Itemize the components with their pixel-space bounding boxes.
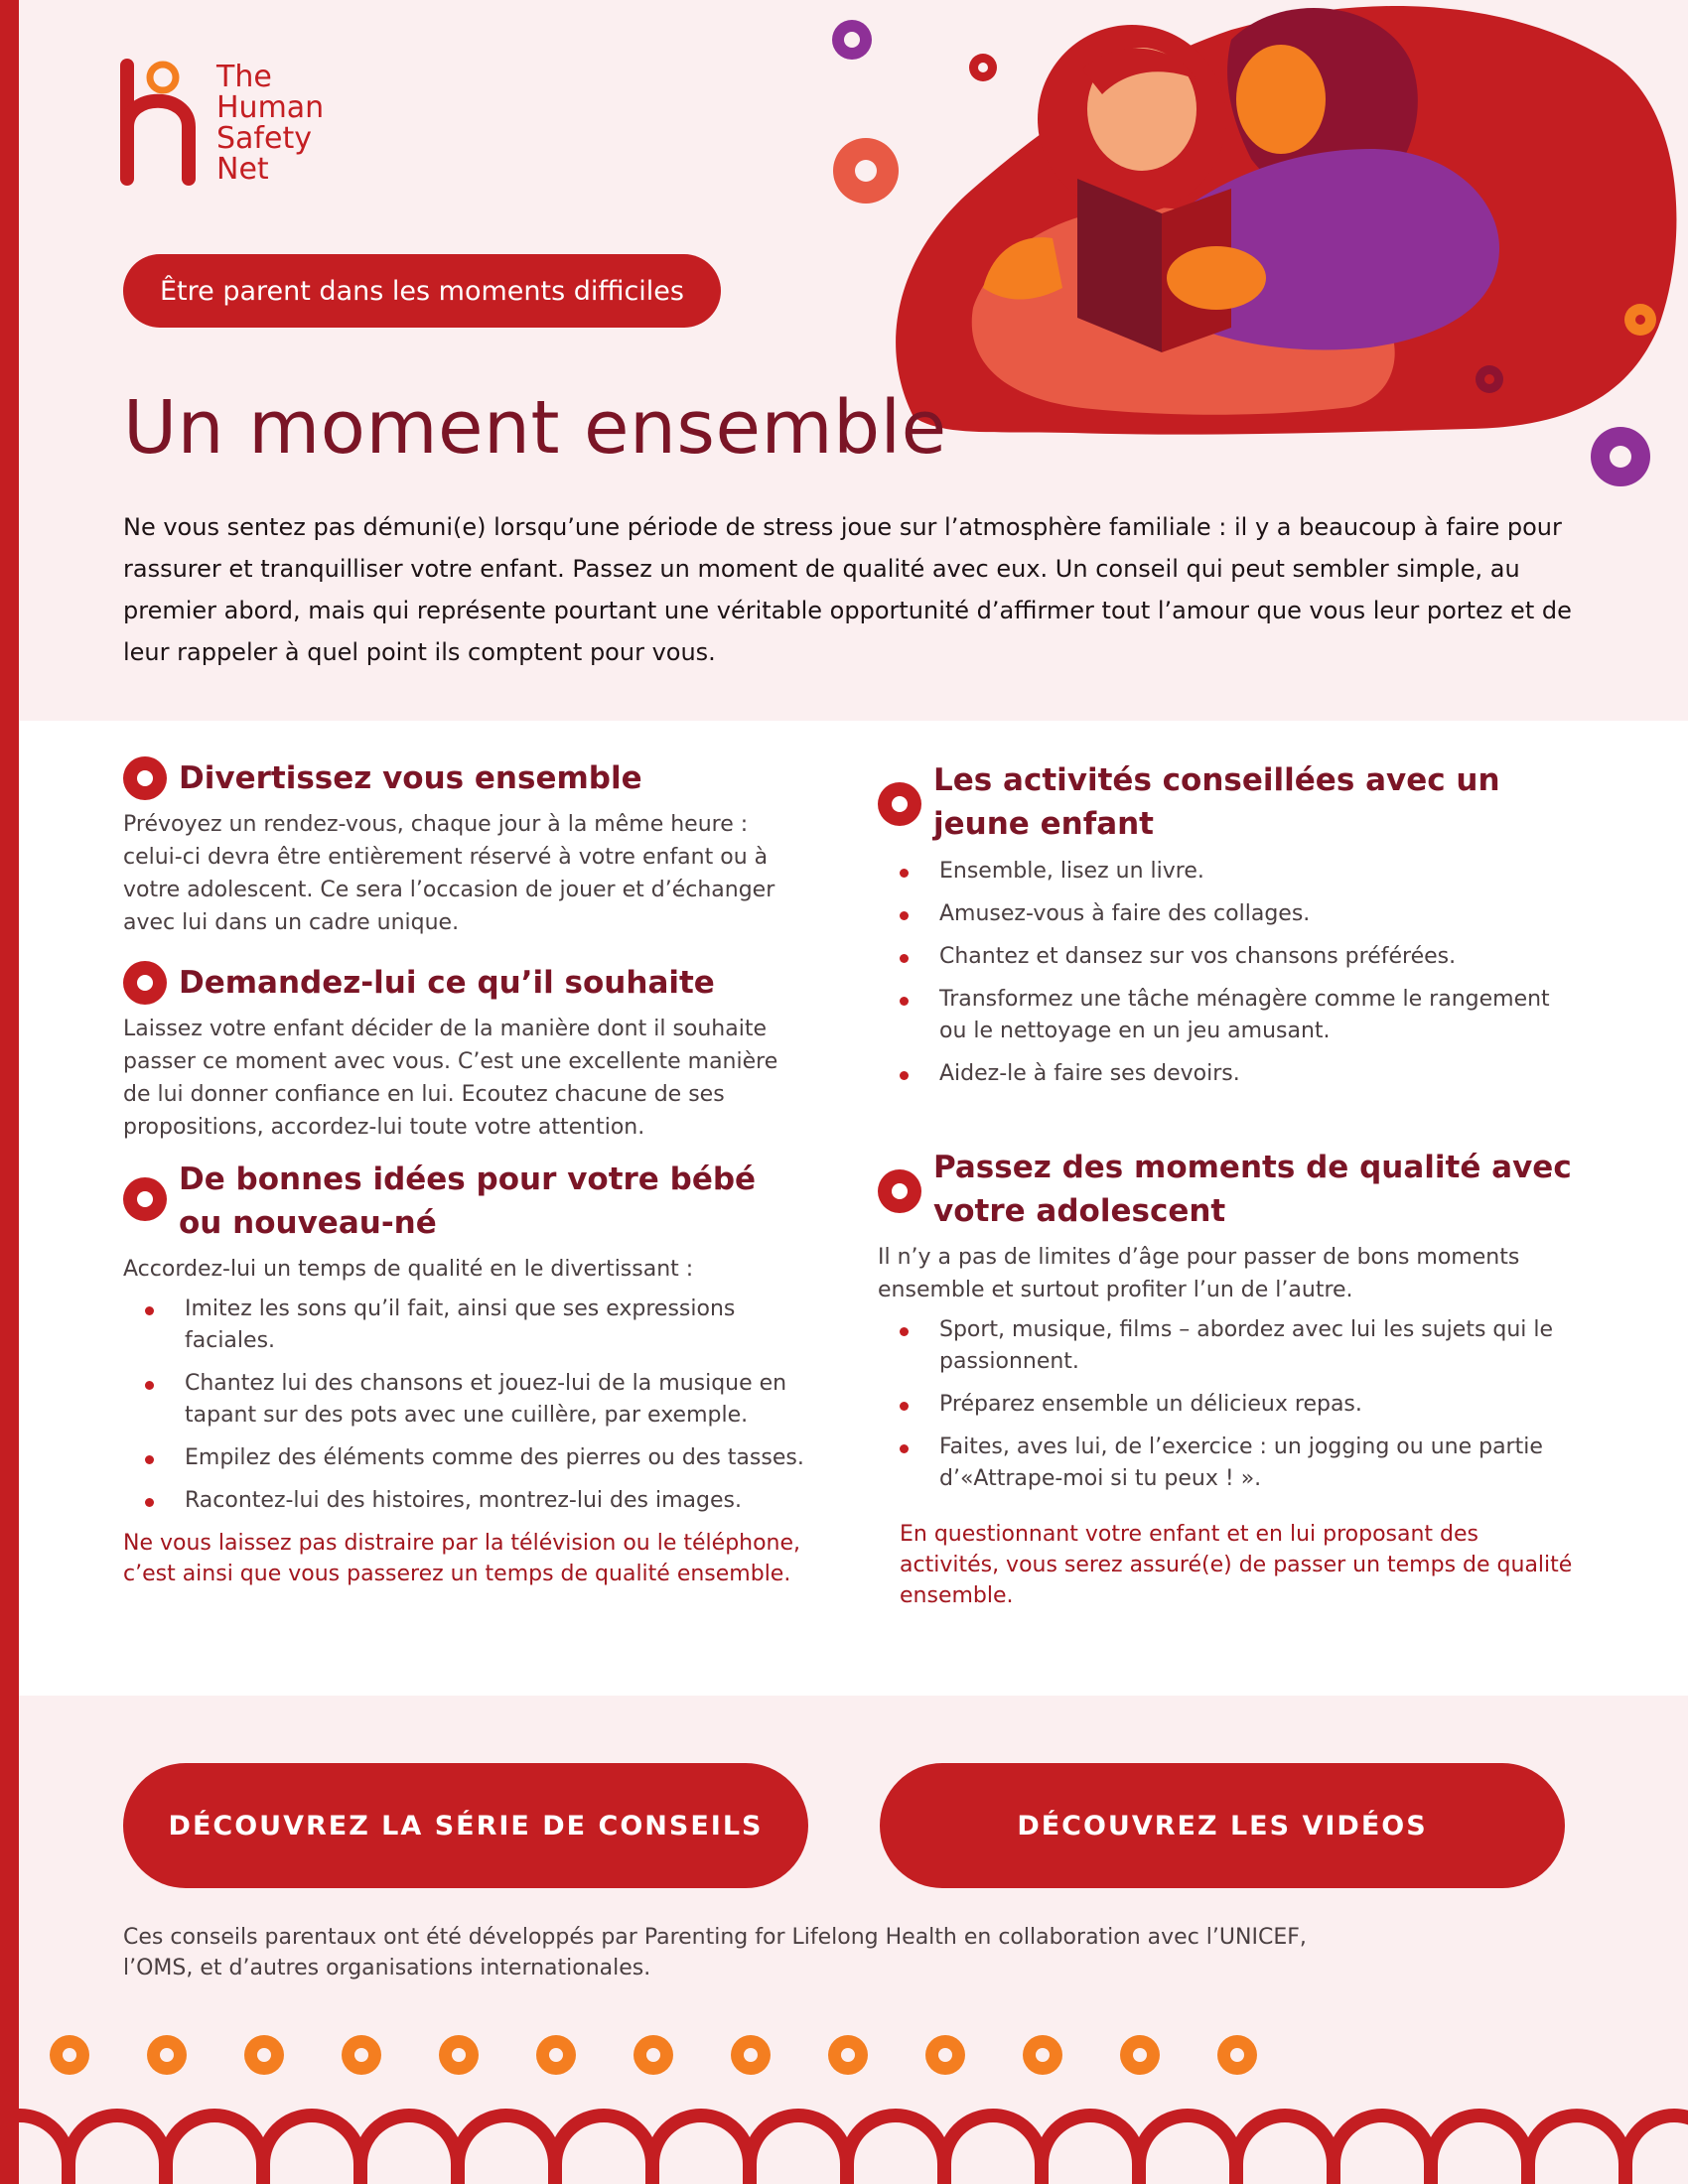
list-item: Amusez-vous à faire des collages. — [878, 898, 1573, 930]
highlight-note: En questionnant votre enfant et en lui proposant des activités, vous serez assuré(e) de passer un temps de qualité ensemble. — [900, 1522, 1573, 1608]
section-heading — [123, 1158, 808, 1245]
border-arch — [555, 2116, 652, 2184]
border-dot-hole — [452, 2048, 466, 2062]
border-arch — [458, 2116, 555, 2184]
section-bullet-icon — [123, 1177, 167, 1221]
border-dot-hole — [646, 2048, 660, 2062]
section-adolescent — [878, 1146, 1573, 1611]
border-arch — [166, 2116, 263, 2184]
list-item: Ensemble, lisez un livre. — [878, 856, 1573, 887]
section-bullet-icon — [123, 756, 167, 800]
border-dot-hole — [1230, 2048, 1244, 2062]
section-title: Passez des moments de qualité avec votre adolescent — [933, 1150, 1572, 1229]
list-item: Préparez ensemble un délicieux repas. — [878, 1389, 1573, 1421]
border-arch — [1625, 2116, 1688, 2184]
border-arch — [263, 2116, 360, 2184]
section-text: Prévoyez un rendez-vous, chaque jour à la même heure : celui-ci devra être entièrement réservé à votre enfant ou à votre adolescent. Ce sera l’occasion de jouer et d’échanger avec lui dans un cadre unique. — [123, 812, 775, 935]
videos-button[interactable]: DÉCOUVREZ LES VIDÉOS — [880, 1763, 1565, 1888]
border-dot-hole — [744, 2048, 758, 2062]
section-heading — [123, 756, 808, 800]
logo-wordmark — [216, 62, 324, 185]
right-column — [878, 758, 1573, 1611]
logo-line: Net — [216, 152, 269, 187]
section-bullet-icon — [123, 961, 167, 1005]
border-arch — [1431, 2116, 1528, 2184]
border-arch — [69, 2116, 166, 2184]
left-accent-bar — [0, 0, 19, 2184]
list-item: Imitez les sons qu’il fait, ainsi que ses expressions faciales. — [123, 1294, 808, 1357]
bullet-list — [878, 856, 1573, 1090]
border-arch — [1334, 2116, 1431, 2184]
border-dot-hole — [1036, 2048, 1050, 2062]
section-demandez — [123, 961, 808, 1144]
list-item: Chantez lui des chansons et jouez-lui de la musique en tapant sur des pots avec une cuillère, par exemple. — [123, 1368, 808, 1432]
section-title: Demandez-lui ce qu’il souhaite — [179, 965, 715, 1001]
logo-line: The — [216, 60, 272, 94]
border-arch — [750, 2116, 847, 2184]
logo-line: Human — [216, 90, 325, 125]
list-item: Chantez et dansez sur vos chansons préférées. — [878, 941, 1573, 973]
border-dot-hole — [841, 2048, 855, 2062]
left-column — [123, 756, 808, 1589]
border-arch — [1042, 2116, 1139, 2184]
logo-line: Safety — [216, 121, 312, 156]
border-arch — [652, 2116, 750, 2184]
list-item: Transformez une tâche ménagère comme le rangement ou le nettoyage en un jeu amusant. — [878, 984, 1573, 1047]
section-heading — [878, 758, 1573, 846]
bullet-list — [878, 1314, 1573, 1495]
border-dot-hole — [1133, 2048, 1147, 2062]
intro-paragraph: Ne vous sentez pas démuni(e) lorsqu’une période de stress joue sur l’atmosphère familiale : il y a beaucoup à faire pour rassurer et tranquilliser votre enfant. Passez un moment de qualité avec eux. Un conseil qui peut sembler simple, au premier abord, mais qui représente pourtant une véritable opportunité d’affirmer tout l’amour que vous leur portez et de leur rappeler à quel point ils comptent pour vous. — [123, 513, 1572, 666]
tips-series-button[interactable]: DÉCOUVREZ LA SÉRIE DE CONSEILS — [123, 1763, 808, 1888]
bullet-list — [123, 1294, 808, 1517]
section-title: Divertissez vous ensemble — [179, 760, 642, 796]
section-title: De bonnes idées pour votre bébé ou nouveau-né — [179, 1161, 757, 1241]
border-arch — [1236, 2116, 1334, 2184]
border-arch — [944, 2116, 1042, 2184]
border-dot-hole — [257, 2048, 271, 2062]
section-jeune-enfant — [878, 758, 1573, 1090]
section-title: Les activités conseillées avec un jeune enfant — [933, 762, 1500, 842]
section-heading — [123, 961, 808, 1005]
border-arch — [360, 2116, 458, 2184]
decorative-border — [0, 2015, 1688, 2184]
section-heading — [878, 1146, 1573, 1233]
section-bullet-icon — [878, 1169, 921, 1213]
highlight-note: Ne vous laissez pas distraire par la télévision ou le téléphone, c’est ainsi que vous passerez un temps de qualité ensemble. — [123, 1531, 801, 1586]
list-item: Racontez-lui des histoires, montrez-lui des images. — [123, 1485, 808, 1517]
list-item: Aidez-le à faire ses devoirs. — [878, 1058, 1573, 1090]
border-arch — [1139, 2116, 1236, 2184]
section-text: Laissez votre enfant décider de la manière dont il souhaite passer ce moment avec vous. C’est une excellente manière de lui donner confiance en lui. Ecoutez chacune de ses propositions, accordez-lui toute votre attention. — [123, 1017, 778, 1140]
list-item: Faites, aves lui, de l’exercice : un jogging ou une partie d’«Attrape-moi si tu peux ! ». — [878, 1432, 1573, 1495]
border-dot-hole — [63, 2048, 76, 2062]
list-item: Sport, musique, films – abordez avec lui les sujets qui le passionnent. — [878, 1314, 1573, 1378]
page-title: Un moment ensemble — [123, 385, 947, 471]
section-text: Il n’y a pas de limites d’âge pour passer de bons moments ensemble et surtout profiter l’un de l’autre. — [878, 1245, 1520, 1302]
border-dot-hole — [549, 2048, 563, 2062]
list-item: Empilez des éléments comme des pierres ou des tasses. — [123, 1442, 808, 1474]
section-text: Accordez-lui un temps de qualité en le divertissant : — [123, 1257, 694, 1282]
border-arch — [847, 2116, 944, 2184]
border-dot-hole — [938, 2048, 952, 2062]
border-dot-hole — [160, 2048, 174, 2062]
section-bebe — [123, 1158, 808, 1589]
category-tag: Être parent dans les moments difficiles — [123, 254, 721, 328]
section-bullet-icon — [878, 782, 921, 826]
border-dot-hole — [354, 2048, 368, 2062]
section-divertissez — [123, 756, 808, 939]
footer-credit: Ces conseils parentaux ont été développés par Parenting for Lifelong Health en collaboration avec l’UNICEF, l’OMS, et d’autres organisations internationales. — [123, 1925, 1307, 1980]
border-arch — [1528, 2116, 1625, 2184]
